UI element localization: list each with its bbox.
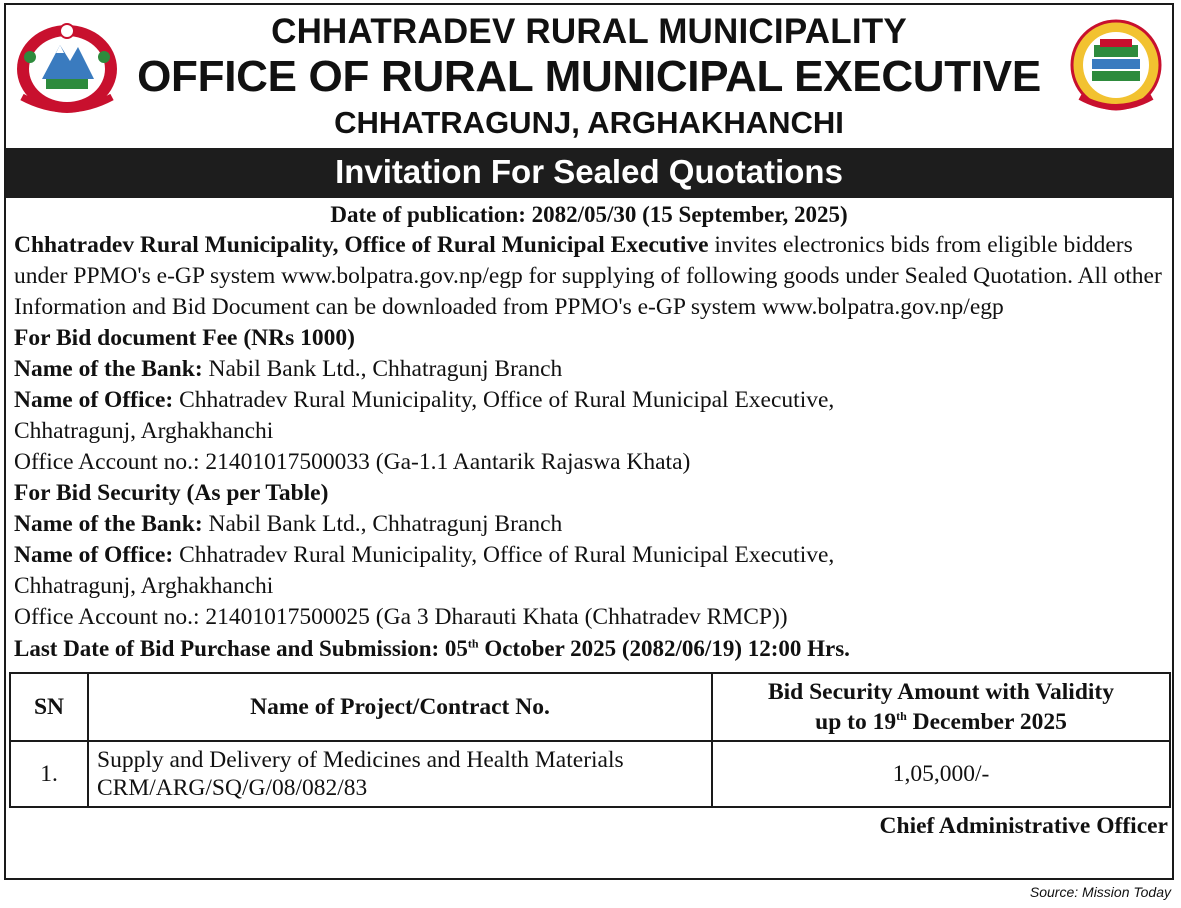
- security-bank-value: Nabil Bank Ltd., Chhatragunj Branch: [202, 511, 563, 537]
- table-header-row: [10, 673, 1170, 741]
- bid-table: [9, 672, 1171, 808]
- header-sn: SN: [10, 673, 88, 741]
- security-heading: For Bid Security (As per Table): [14, 480, 329, 506]
- header-amount-line2-pre: up to 19: [815, 709, 897, 735]
- fee-account: Office Account no.: 21401017500033 (Ga-1.1 Aantarik Rajaswa Khata): [14, 449, 691, 475]
- header-amount-line2-post: December 2025: [906, 709, 1067, 735]
- last-date-suffix: th: [467, 636, 479, 651]
- notice-header: [6, 5, 1172, 148]
- fee-heading: For Bid document Fee (NRs 1000): [14, 325, 355, 351]
- security-office-label: Name of Office:: [14, 542, 174, 568]
- publication-date: Date of publication: 2082/05/30 (15 September, 2025): [330, 202, 848, 227]
- row-sn: 1.: [10, 741, 88, 807]
- header-amount-line2: [717, 707, 1165, 737]
- fee-office-location: Chhatragunj, Arghakhanchi: [14, 418, 274, 444]
- security-bank-label: Name of the Bank:: [14, 511, 203, 537]
- last-submission-date: [14, 633, 1164, 664]
- intro-paragraph: [14, 230, 1164, 323]
- nepal-emblem-icon: [12, 17, 122, 117]
- security-office-location: Chhatragunj, Arghakhanchi: [14, 573, 274, 599]
- last-date-text: Last Date of Bid Purchase and Submission: 05: [14, 636, 468, 661]
- table-row: [10, 741, 1170, 807]
- row-project-name: [88, 741, 712, 807]
- notice-title-banner: Invitation For Sealed Quotations: [6, 148, 1172, 198]
- row-contract-no: CRM/ARG/SQ/G/08/082/83: [97, 775, 368, 801]
- office-name: OFFICE OF RURAL MUNICIPAL EXECUTIVE: [137, 52, 1041, 101]
- notice-frame: [4, 3, 1174, 880]
- row-bid-amount: 1,05,000/-: [712, 741, 1170, 807]
- office-location: CHHATRAGUNJ, ARGHAKHANCHI: [334, 105, 844, 140]
- fee-office-label: Name of Office:: [14, 387, 174, 413]
- security-office-value: Chhatradev Rural Municipality, Office of Rural Municipal Executive,: [173, 542, 835, 568]
- fee-office-value: Chhatradev Rural Municipality, Office of Rural Municipal Executive,: [173, 387, 835, 413]
- last-date-rest: October 2025 (2082/06/19) 12:00 Hrs.: [478, 636, 850, 661]
- header-amount-line2-sup: th: [896, 709, 907, 724]
- signatory-title: Chief Administrative Officer: [879, 813, 1168, 839]
- fee-office: [14, 385, 1164, 416]
- header-bid-security: [712, 673, 1170, 741]
- municipality-logo-icon: [1068, 15, 1164, 121]
- municipality-name: CHHATRADEV RURAL MUNICIPALITY: [271, 12, 907, 51]
- header-amount-line1: Bid Security Amount with Validity: [767, 679, 1115, 705]
- source-credit: Source: Mission Today: [1029, 884, 1171, 900]
- security-bank: [14, 509, 1164, 540]
- fee-bank: [14, 354, 1164, 385]
- fee-bank-label: Name of the Bank:: [14, 356, 203, 382]
- security-office: [14, 540, 1164, 571]
- intro-organization: Chhatradev Rural Municipality, Office of Rural Municipal Executive: [14, 232, 709, 258]
- row-project-title: Supply and Delivery of Medicines and Health Materials: [97, 747, 624, 773]
- header-project-name: Name of Project/Contract No.: [88, 673, 712, 741]
- fee-bank-value: Nabil Bank Ltd., Chhatragunj Branch: [202, 356, 563, 382]
- intro-text: invites electronics bids from eligible bidders under PPMO's e-GP system www.bolpatra.gov.np/egp for supplying of following goods under Sealed Quotation. All other Information and Bid Document can be downloaded from PPMO's e-GP system www.bolpatra.gov.np/egp: [14, 232, 1162, 320]
- notice-body: [6, 198, 1172, 664]
- security-account: Office Account no.: 21401017500025 (Ga 3 Dharauti Khata (Chhatradev RMCP)): [14, 604, 788, 630]
